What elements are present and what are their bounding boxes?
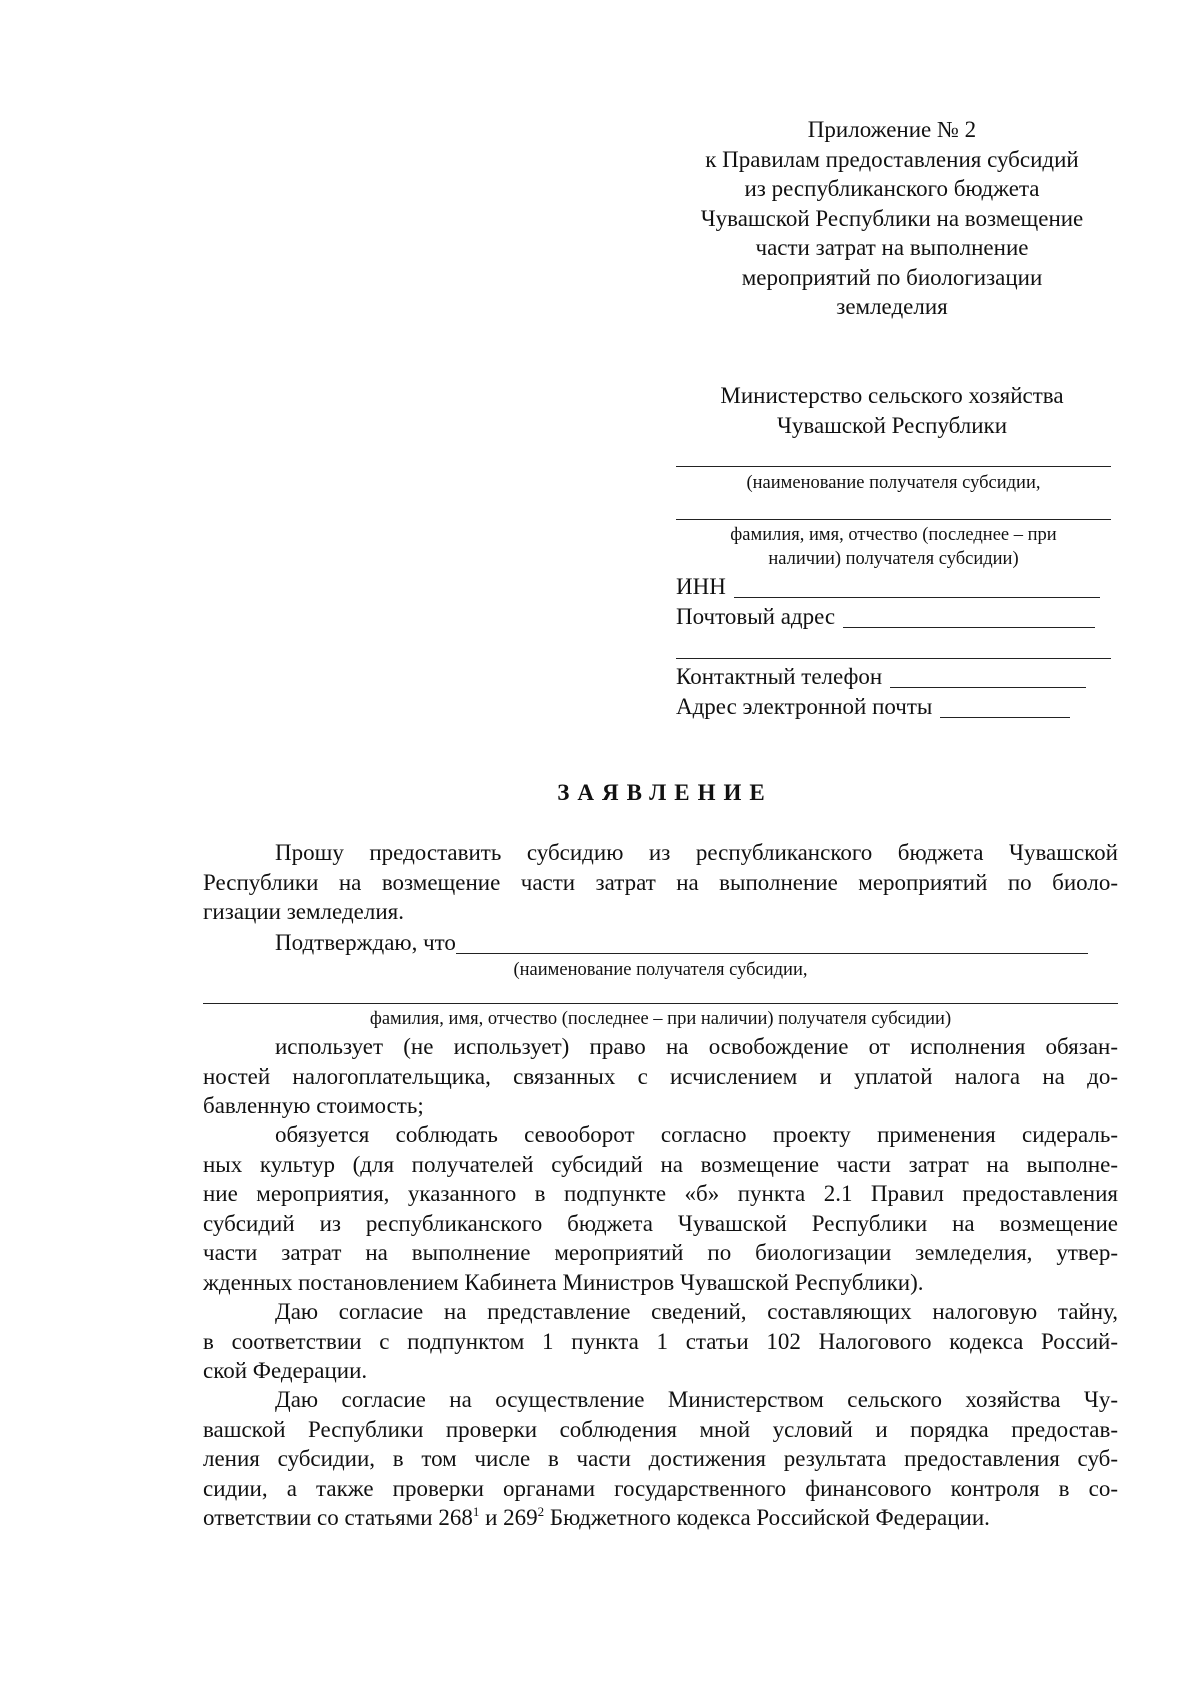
appendix-line: из республиканского бюджета bbox=[744, 176, 1040, 201]
recipient-caption: наличии) получателя субсидии) bbox=[768, 549, 1019, 569]
recipient-caption: фамилия, имя, отчество (последнее – при bbox=[730, 525, 1057, 545]
phone-field bbox=[676, 662, 1086, 692]
text-line: части затрат на выполнение мероприятий по биологизации земледелия, утвер- bbox=[203, 1240, 1118, 1265]
confirm-caption: (наименование получателя субсидии, bbox=[513, 960, 808, 980]
text-line: ской Федерации. bbox=[203, 1358, 368, 1383]
text-fragment: ответствии со статьями 268 bbox=[203, 1505, 473, 1530]
text-line: ления субсидии, в том числе в части достижения результата предоставления суб- bbox=[203, 1446, 1118, 1471]
inn-field bbox=[676, 572, 1100, 602]
appendix-block bbox=[672, 115, 1112, 322]
confirm-field bbox=[275, 928, 1088, 958]
appendix-line: Чувашской Республики на возмещение bbox=[700, 205, 1084, 231]
text-line bbox=[203, 1503, 1118, 1533]
text-line: гизации земледелия. bbox=[203, 899, 404, 924]
text-line: Республики на возмещение части затрат на выполнение мероприятий по биоло- bbox=[203, 869, 1118, 895]
text-line: вашской Республики проверки соблюдения мной условий и порядка предостав- bbox=[203, 1416, 1118, 1442]
recipient-fullname-line[interactable] bbox=[676, 519, 1111, 520]
ministry-line: Чувашской Республики bbox=[776, 412, 1008, 438]
tax-secret-paragraph bbox=[203, 1297, 1118, 1386]
text-line: Прошу предоставить субсидию из республиканского бюджета Чувашской bbox=[275, 840, 1118, 865]
text-line: обязуется соблюдать севооборот согласно проекту применения сидераль- bbox=[275, 1122, 1118, 1147]
request-paragraph bbox=[203, 838, 1118, 927]
superscript: 1 bbox=[472, 1504, 480, 1519]
vat-paragraph bbox=[203, 1032, 1118, 1121]
postal-address-field bbox=[676, 602, 1095, 632]
superscript: 2 bbox=[537, 1504, 545, 1519]
postal-address-line-2[interactable] bbox=[676, 658, 1111, 659]
text-fragment: и 269 bbox=[479, 1505, 538, 1530]
confirm-label: Подтверждаю, что bbox=[275, 930, 456, 955]
confirm-recipient-input[interactable] bbox=[456, 933, 1088, 954]
ministry-block bbox=[672, 381, 1112, 440]
confirm-fullname-line[interactable] bbox=[203, 1003, 1118, 1004]
phone-input[interactable] bbox=[890, 667, 1086, 688]
email-input[interactable] bbox=[940, 697, 1070, 718]
text-line: ние мероприятия, указанного в подпункте «б» пункта 2.1 Правил предоставления bbox=[203, 1181, 1118, 1206]
email-field bbox=[676, 692, 1070, 722]
appendix-line: к Правилам предоставления субсидий bbox=[705, 146, 1079, 172]
crop-rotation-paragraph bbox=[203, 1120, 1118, 1297]
appendix-line: земледелия bbox=[836, 294, 948, 319]
appendix-line: мероприятий по биологизации bbox=[741, 264, 1043, 290]
appendix-line: части затрат на выполнение bbox=[755, 235, 1029, 260]
email-label: Адрес электронной почты bbox=[676, 694, 933, 719]
text-line: бавленную стоимость; bbox=[203, 1093, 424, 1118]
text-line: жденных постановлением Кабинета Министров Чувашской Республики). bbox=[203, 1269, 924, 1295]
text-fragment: Бюджетного кодекса Российской Федерации. bbox=[544, 1505, 990, 1530]
text-line: сидии, а также проверки органами государственного финансового контроля в со- bbox=[203, 1475, 1118, 1501]
audit-paragraph bbox=[203, 1385, 1118, 1533]
document-title: ЗАЯВЛЕНИЕ bbox=[557, 780, 773, 805]
inn-label: ИНН bbox=[676, 574, 726, 599]
confirm-caption: фамилия, имя, отчество (последнее – при наличии) получателя субсидии) bbox=[369, 1009, 952, 1029]
phone-label: Контактный телефон bbox=[676, 664, 883, 689]
ministry-line: Министерство сельского хозяйства bbox=[720, 383, 1064, 408]
text-line: в соответствии с подпунктом 1 пункта 1 статьи 102 Налогового кодекса Россий- bbox=[203, 1328, 1118, 1354]
text-line: Даю согласие на представление сведений, составляющих налоговую тайну, bbox=[275, 1299, 1118, 1324]
text-line: ных культур (для получателей субсидий на возмещение части затрат на выполне- bbox=[203, 1151, 1118, 1177]
text-line: ностей налогоплательщика, связанных с исчислением и уплатой налога на до- bbox=[203, 1063, 1118, 1089]
appendix-line: Приложение № 2 bbox=[807, 117, 977, 142]
postal-address-label: Почтовый адрес bbox=[676, 604, 836, 629]
postal-address-input[interactable] bbox=[843, 607, 1095, 628]
text-line: Даю согласие на осуществление Министерством сельского хозяйства Чу- bbox=[275, 1387, 1118, 1412]
text-line: использует (не использует) право на освобождение от исполнения обязан- bbox=[275, 1034, 1118, 1059]
recipient-name-line[interactable] bbox=[676, 466, 1111, 467]
inn-input[interactable] bbox=[734, 577, 1100, 598]
text-line: субсидий из республиканского бюджета Чувашской Республики на возмещение bbox=[203, 1210, 1118, 1236]
recipient-caption: (наименование получателя субсидии, bbox=[746, 473, 1041, 493]
